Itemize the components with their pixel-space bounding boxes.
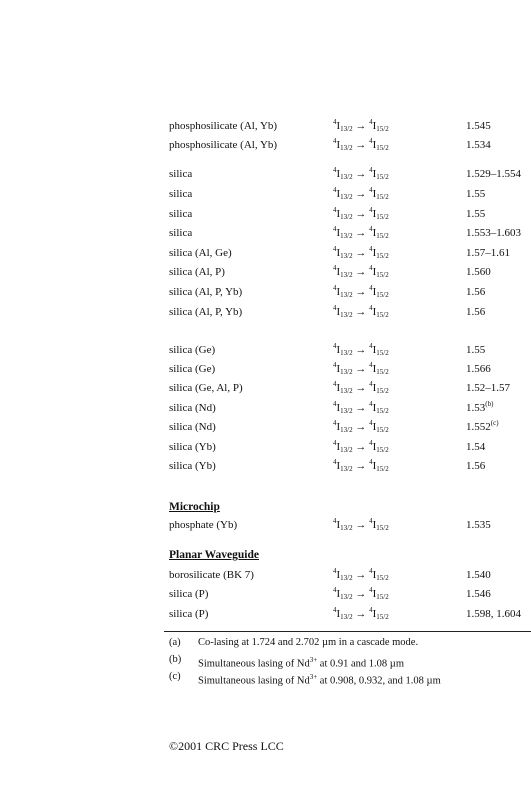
upper-term: I <box>336 402 341 414</box>
host-cell: silica (Ge) <box>169 344 216 356</box>
section-heading-planar-waveguide: Planar Waveguide <box>169 549 259 561</box>
lower-j: 15/2 <box>376 368 389 376</box>
upper-term: I <box>336 247 341 259</box>
host-cell: silica (Ge, Al, P) <box>169 382 243 394</box>
lower-term: I <box>372 421 377 433</box>
upper-multiplicity: 4 <box>333 458 337 466</box>
lower-multiplicity: 4 <box>369 206 373 214</box>
upper-j: 13/2 <box>340 291 353 299</box>
transition-cell <box>333 399 389 417</box>
transition-cell <box>333 283 389 301</box>
lower-term: I <box>372 227 377 239</box>
wavelength-cell: 1.56 <box>466 286 486 298</box>
transition-cell <box>333 379 389 397</box>
upper-j: 13/2 <box>340 407 353 415</box>
arrow: → <box>352 588 370 600</box>
wavelength-cell: 1.55 <box>466 208 486 220</box>
lower-j: 15/2 <box>376 144 389 152</box>
table-row <box>169 341 531 359</box>
wavelength-cell: 1.529–1.554 <box>466 168 521 180</box>
transition-cell <box>333 263 389 281</box>
upper-j: 13/2 <box>340 446 353 454</box>
host-cell: silica (Al, P, Yb) <box>169 306 243 318</box>
transition-cell <box>333 360 389 378</box>
lower-j: 15/2 <box>376 593 389 601</box>
wavelength-cell: 1.540 <box>466 569 491 581</box>
upper-multiplicity: 4 <box>333 606 337 614</box>
table-bottom-rule <box>164 631 531 632</box>
transition-cell <box>333 457 389 475</box>
transition-cell <box>333 605 389 623</box>
lower-multiplicity: 4 <box>369 118 373 126</box>
upper-term: I <box>336 441 341 453</box>
wavelength-cell: 1.598, 1.604 <box>466 608 521 620</box>
table-row <box>169 303 531 321</box>
upper-multiplicity: 4 <box>333 517 337 525</box>
upper-term: I <box>336 208 341 220</box>
arrow: → <box>352 188 370 200</box>
table-row <box>169 205 531 223</box>
lower-j: 15/2 <box>376 125 389 133</box>
lower-j: 15/2 <box>376 271 389 279</box>
wavelength-cell: 1.57–1.61 <box>466 247 510 259</box>
table-row <box>169 457 531 475</box>
lower-term: I <box>372 188 377 200</box>
upper-j: 13/2 <box>340 125 353 133</box>
upper-j: 13/2 <box>340 173 353 181</box>
lower-j: 15/2 <box>376 465 389 473</box>
upper-j: 13/2 <box>340 311 353 319</box>
transition-cell <box>333 205 389 223</box>
upper-term: I <box>336 363 341 375</box>
upper-multiplicity: 4 <box>333 137 337 145</box>
upper-j: 13/2 <box>340 574 353 582</box>
host-cell: phosphosilicate (Al, Yb) <box>169 139 278 151</box>
upper-j: 13/2 <box>340 144 353 152</box>
wavelength-cell: 1.56 <box>466 460 486 472</box>
upper-term: I <box>336 382 341 394</box>
upper-term: I <box>336 588 341 600</box>
footnote-ref: (c) <box>490 419 499 427</box>
host-cell: silica <box>169 208 193 220</box>
footnote-tag: (a) <box>169 637 181 648</box>
transition-cell <box>333 303 389 321</box>
transition-cell <box>333 418 389 436</box>
lower-term: I <box>372 382 377 394</box>
wavelength-cell: 1.535 <box>466 519 491 531</box>
wavelength-cell: 1.566 <box>466 363 491 375</box>
lower-j: 15/2 <box>376 426 389 434</box>
lower-multiplicity: 4 <box>369 166 373 174</box>
lower-term: I <box>372 266 377 278</box>
arrow: → <box>352 344 370 356</box>
upper-term: I <box>336 460 341 472</box>
arrow: → <box>352 247 370 259</box>
lower-multiplicity: 4 <box>369 264 373 272</box>
wavelength-cell: 1.553–1.603 <box>466 227 521 239</box>
lower-multiplicity: 4 <box>369 186 373 194</box>
lower-multiplicity: 4 <box>369 606 373 614</box>
upper-j: 13/2 <box>340 252 353 260</box>
transition-cell <box>333 185 389 203</box>
host-cell: phosphosilicate (Al, Yb) <box>169 120 278 132</box>
arrow: → <box>352 519 370 531</box>
lower-multiplicity: 4 <box>369 586 373 594</box>
lower-multiplicity: 4 <box>369 458 373 466</box>
arrow: → <box>352 402 370 414</box>
lower-term: I <box>372 120 377 132</box>
wavelength-cell: 1.54 <box>466 441 486 453</box>
upper-term: I <box>336 266 341 278</box>
host-cell: silica (Nd) <box>169 421 216 433</box>
lower-j: 15/2 <box>376 446 389 454</box>
upper-j: 13/2 <box>340 232 353 240</box>
upper-multiplicity: 4 <box>333 342 337 350</box>
table-row <box>169 360 531 378</box>
table-row <box>169 516 531 534</box>
upper-term: I <box>336 608 341 620</box>
lower-term: I <box>372 441 377 453</box>
upper-multiplicity: 4 <box>333 245 337 253</box>
host-cell: silica (Al, P, Yb) <box>169 286 243 298</box>
table-row <box>169 224 531 242</box>
lower-term: I <box>372 519 377 531</box>
table-row <box>169 263 531 281</box>
lower-term: I <box>372 208 377 220</box>
wavelength-cell: 1.560 <box>466 266 491 278</box>
arrow: → <box>352 569 370 581</box>
lower-j: 15/2 <box>376 193 389 201</box>
footnote-ref: (b) <box>485 400 494 408</box>
lower-j: 15/2 <box>376 291 389 299</box>
lower-multiplicity: 4 <box>369 380 373 388</box>
lower-j: 15/2 <box>376 252 389 260</box>
lower-term: I <box>372 344 377 356</box>
lower-j: 15/2 <box>376 387 389 395</box>
lower-j: 15/2 <box>376 574 389 582</box>
table-row <box>169 185 531 203</box>
host-cell: silica (Ge) <box>169 363 216 375</box>
upper-multiplicity: 4 <box>333 264 337 272</box>
wavelength-cell: 1.534 <box>466 139 491 151</box>
lower-term: I <box>372 569 377 581</box>
host-cell: silica <box>169 227 193 239</box>
transition-cell <box>333 516 389 534</box>
transition-cell <box>333 341 389 359</box>
footnote-text: Simultaneous lasing of $Nd^{3+}$ at 0.91 and 1.08 µm <box>198 656 404 670</box>
arrow: → <box>352 306 370 318</box>
lower-multiplicity: 4 <box>369 137 373 145</box>
upper-multiplicity: 4 <box>333 304 337 312</box>
arrow: → <box>352 266 370 278</box>
upper-term: I <box>336 188 341 200</box>
transition-cell <box>333 136 389 154</box>
upper-term: I <box>336 421 341 433</box>
arrow: → <box>352 168 370 180</box>
wavelength-cell: 1.55 <box>466 344 486 356</box>
lower-multiplicity: 4 <box>369 304 373 312</box>
upper-j: 13/2 <box>340 593 353 601</box>
upper-term: I <box>336 344 341 356</box>
table-row <box>169 165 531 183</box>
lower-j: 15/2 <box>376 349 389 357</box>
lower-term: I <box>372 363 377 375</box>
table-row <box>169 605 531 623</box>
upper-j: 13/2 <box>340 465 353 473</box>
upper-term: I <box>336 306 341 318</box>
upper-j: 13/2 <box>340 387 353 395</box>
lower-term: I <box>372 588 377 600</box>
upper-multiplicity: 4 <box>333 225 337 233</box>
upper-term: I <box>336 168 341 180</box>
wavelength-cell: 1.52–1.57 <box>466 382 510 394</box>
upper-j: 13/2 <box>340 213 353 221</box>
footnote-text: Co-lasing at 1.724 and 2.702 µm in a cascade mode. <box>198 637 419 648</box>
host-cell: silica (Yb) <box>169 441 216 453</box>
section-heading-microchip: Microchip <box>169 501 220 513</box>
lower-multiplicity: 4 <box>369 517 373 525</box>
arrow: → <box>352 421 370 433</box>
host-cell: silica (P) <box>169 608 209 620</box>
upper-multiplicity: 4 <box>333 284 337 292</box>
footnote-tag: (b) <box>169 654 182 665</box>
upper-multiplicity: 4 <box>333 439 337 447</box>
arrow: → <box>352 208 370 220</box>
host-cell: borosilicate (BK 7) <box>169 569 254 581</box>
wavelength-cell: 1.53$^{(b)}$ <box>466 400 494 414</box>
lower-term: I <box>372 306 377 318</box>
transition-cell <box>333 165 389 183</box>
arrow: → <box>352 608 370 620</box>
table-row <box>169 585 531 603</box>
table-row <box>169 117 531 135</box>
transition-cell <box>333 117 389 135</box>
transition-cell <box>333 566 389 584</box>
upper-multiplicity: 4 <box>333 567 337 575</box>
wavelength-cell: 1.55 <box>466 188 486 200</box>
lower-multiplicity: 4 <box>369 419 373 427</box>
lower-multiplicity: 4 <box>369 439 373 447</box>
upper-term: I <box>336 286 341 298</box>
lower-j: 15/2 <box>376 524 389 532</box>
upper-multiplicity: 4 <box>333 380 337 388</box>
lower-j: 15/2 <box>376 173 389 181</box>
host-cell: silica <box>169 168 193 180</box>
upper-j: 13/2 <box>340 524 353 532</box>
transition-cell <box>333 224 389 242</box>
host-cell: silica (Nd) <box>169 402 216 414</box>
upper-term: I <box>336 519 341 531</box>
upper-term: I <box>336 569 341 581</box>
upper-term: I <box>336 139 341 151</box>
lower-term: I <box>372 402 377 414</box>
upper-term: I <box>336 227 341 239</box>
lower-term: I <box>372 460 377 472</box>
host-cell: silica <box>169 188 193 200</box>
host-cell: phosphate (Yb) <box>169 519 238 531</box>
lower-multiplicity: 4 <box>369 225 373 233</box>
host-cell: silica (Al, P) <box>169 266 225 278</box>
table-row <box>169 283 531 301</box>
arrow: → <box>352 227 370 239</box>
table-row <box>169 566 531 584</box>
upper-multiplicity: 4 <box>333 186 337 194</box>
lower-j: 15/2 <box>376 613 389 621</box>
upper-j: 13/2 <box>340 426 353 434</box>
transition-cell <box>333 438 389 456</box>
arrow: → <box>352 120 370 132</box>
lower-multiplicity: 4 <box>369 245 373 253</box>
host-cell: silica (Yb) <box>169 460 216 472</box>
upper-multiplicity: 4 <box>333 419 337 427</box>
arrow: → <box>352 286 370 298</box>
lower-multiplicity: 4 <box>369 284 373 292</box>
lower-multiplicity: 4 <box>369 567 373 575</box>
table-row <box>169 136 531 154</box>
wavelength-cell: 1.56 <box>466 306 486 318</box>
arrow: → <box>352 363 370 375</box>
wavelength-cell: 1.545 <box>466 120 491 132</box>
table-row <box>169 399 531 417</box>
table-row <box>169 438 531 456</box>
lower-j: 15/2 <box>376 407 389 415</box>
table-row <box>169 244 531 262</box>
arrow: → <box>352 382 370 394</box>
lower-multiplicity: 4 <box>369 400 373 408</box>
lower-term: I <box>372 247 377 259</box>
lower-term: I <box>372 168 377 180</box>
copyright-footer: ©2001 CRC Press LCC <box>169 739 284 753</box>
host-cell: silica (Al, Ge) <box>169 247 232 259</box>
lower-term: I <box>372 286 377 298</box>
footnote-text: Simultaneous lasing of $Nd^{3+}$ at 0.908, 0.932, and 1.08 µm <box>198 673 441 687</box>
upper-j: 13/2 <box>340 613 353 621</box>
upper-j: 13/2 <box>340 193 353 201</box>
lower-j: 15/2 <box>376 311 389 319</box>
host-cell: silica (P) <box>169 588 209 600</box>
lower-j: 15/2 <box>376 213 389 221</box>
upper-term: I <box>336 120 341 132</box>
footnote-tag: (c) <box>169 671 181 682</box>
transition-cell <box>333 244 389 262</box>
transition-cell <box>333 585 389 603</box>
wavelength-cell: 1.546 <box>466 588 491 600</box>
arrow: → <box>352 460 370 472</box>
wavelength-cell: 1.552$^{(c)}$ <box>466 419 499 433</box>
lower-j: 15/2 <box>376 232 389 240</box>
table-row <box>169 379 531 397</box>
upper-j: 13/2 <box>340 271 353 279</box>
upper-multiplicity: 4 <box>333 586 337 594</box>
upper-j: 13/2 <box>340 368 353 376</box>
upper-multiplicity: 4 <box>333 166 337 174</box>
lower-term: I <box>372 139 377 151</box>
lower-multiplicity: 4 <box>369 361 373 369</box>
upper-multiplicity: 4 <box>333 118 337 126</box>
arrow: → <box>352 441 370 453</box>
lower-multiplicity: 4 <box>369 342 373 350</box>
upper-multiplicity: 4 <box>333 206 337 214</box>
lower-term: I <box>372 608 377 620</box>
upper-j: 13/2 <box>340 349 353 357</box>
table-row <box>169 418 531 436</box>
upper-multiplicity: 4 <box>333 361 337 369</box>
upper-multiplicity: 4 <box>333 400 337 408</box>
arrow: → <box>352 139 370 151</box>
